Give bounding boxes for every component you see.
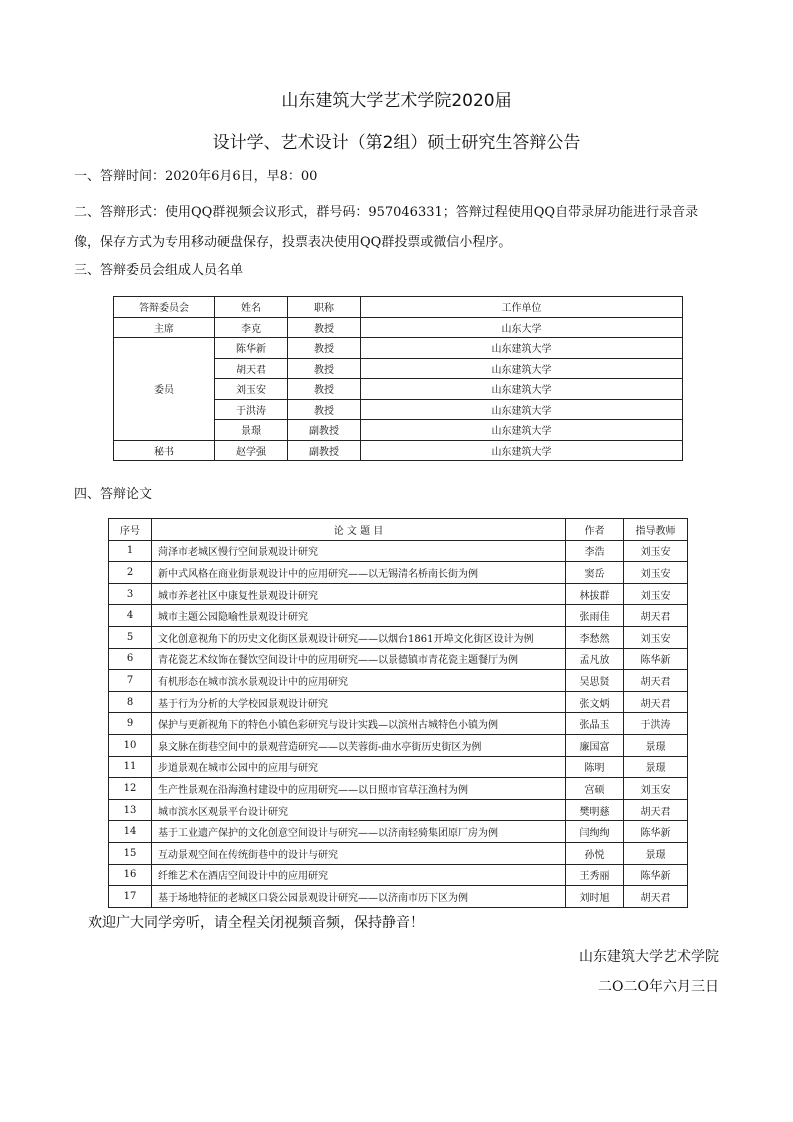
thesis-advisor: 刘玉安 <box>624 583 688 605</box>
thesis-number: 1 <box>109 540 152 562</box>
defense-format: 二、答辩形式：使用QQ群视频会议形式，群号码：957046331；答辩过程使用QQ自带录屏功能进行录音录像，保存方式为专用移动硬盘保存，投票表决使用QQ群投票或微信小程序。 <box>74 205 699 250</box>
column-header: 职称 <box>288 297 361 318</box>
thesis-number: 12 <box>109 778 152 800</box>
committee-name: 李克 <box>215 317 288 338</box>
thesis-number: 15 <box>109 842 152 864</box>
thesis-advisor: 陈华新 <box>624 821 688 843</box>
thesis-row <box>109 799 688 821</box>
theses-table <box>108 518 688 908</box>
thesis-number: 14 <box>109 821 152 843</box>
committee-name: 胡天君 <box>215 358 288 379</box>
thesis-title: 互动景观空间在传统街巷中的设计与研究 <box>152 842 566 864</box>
thesis-title: 城市滨水区观景平台设计研究 <box>152 799 566 821</box>
thesis-number: 10 <box>109 734 152 756</box>
thesis-author: 窦岳 <box>566 562 624 584</box>
notice-title-line2: 设计学、艺术设计（第2组）硕士研究生答辩公告 <box>212 133 581 153</box>
thesis-row <box>109 670 688 692</box>
thesis-author: 孟凡放 <box>566 648 624 670</box>
thesis-advisor: 景璟 <box>624 756 688 778</box>
thesis-author: 宫硕 <box>566 778 624 800</box>
thesis-advisor: 胡天君 <box>624 886 688 908</box>
thesis-title: 基于工业遗产保护的文化创意空间设计与研究——以济南轻骑集团原厂房为例 <box>152 821 566 843</box>
thesis-title: 菏泽市老城区慢行空间景观设计研究 <box>152 540 566 562</box>
column-header: 指导教师 <box>624 519 688 541</box>
thesis-row <box>109 821 688 843</box>
thesis-row <box>109 562 688 584</box>
committee-unit: 山东建筑大学 <box>361 338 683 359</box>
thesis-number: 7 <box>109 670 152 692</box>
defense-time: 一、答辩时间：2020年6月6日，早8：00 <box>74 169 318 184</box>
committee-role: 秘书 <box>114 440 215 461</box>
committee-unit: 山东建筑大学 <box>361 379 683 400</box>
theses-body <box>109 540 688 907</box>
theses-heading: 四、答辩论文 <box>74 487 153 502</box>
thesis-title: 基于行为分析的大学校园景观设计研究 <box>152 691 566 713</box>
thesis-number: 13 <box>109 799 152 821</box>
notice-title-line1: 山东建筑大学艺术学院2020届 <box>281 91 512 111</box>
column-header: 作者 <box>566 519 624 541</box>
thesis-title: 城市养老社区中康复性景观设计研究 <box>152 583 566 605</box>
thesis-number: 8 <box>109 691 152 713</box>
committee-unit: 山东大学 <box>361 317 683 338</box>
thesis-author: 李愁然 <box>566 626 624 648</box>
committee-header-row <box>114 297 683 318</box>
column-header: 工作单位 <box>361 297 683 318</box>
column-header: 答辩委员会 <box>114 297 215 318</box>
thesis-title: 青花瓷艺术纹饰在餐饮空间设计中的应用研究——以景德镇市青花瓷主题餐厅为例 <box>152 648 566 670</box>
thesis-number: 16 <box>109 864 152 886</box>
thesis-number: 11 <box>109 756 152 778</box>
thesis-row <box>109 864 688 886</box>
thesis-number: 4 <box>109 605 152 627</box>
thesis-number: 5 <box>109 626 152 648</box>
thesis-advisor: 胡天君 <box>624 605 688 627</box>
committee-name: 刘玉安 <box>215 379 288 400</box>
thesis-row <box>109 778 688 800</box>
thesis-title: 保护与更新视角下的特色小镇色彩研究与设计实践—以滨州古城特色小镇为例 <box>152 713 566 735</box>
thesis-advisor: 景璟 <box>624 734 688 756</box>
thesis-author: 张文炳 <box>566 691 624 713</box>
thesis-advisor: 陈华新 <box>624 648 688 670</box>
thesis-advisor: 于洪涛 <box>624 713 688 735</box>
issue-date: 二O二O年六月三日 <box>598 979 719 995</box>
thesis-title: 新中式风格在商业街景观设计中的应用研究——以无锡清名桥南长街为例 <box>152 562 566 584</box>
committee-title: 教授 <box>288 379 361 400</box>
committee-title: 教授 <box>288 399 361 420</box>
thesis-row <box>109 540 688 562</box>
thesis-title: 城市主题公园隐喻性景观设计研究 <box>152 605 566 627</box>
committee-heading: 三、答辩委员会组成人员名单 <box>74 263 244 278</box>
thesis-row <box>109 648 688 670</box>
thesis-advisor: 陈华新 <box>624 864 688 886</box>
thesis-row <box>109 756 688 778</box>
thesis-row <box>109 605 688 627</box>
thesis-author: 孙悦 <box>566 842 624 864</box>
thesis-author: 吴思贤 <box>566 670 624 692</box>
thesis-number: 9 <box>109 713 152 735</box>
thesis-author: 刘时旭 <box>566 886 624 908</box>
committee-name: 景璟 <box>215 420 288 441</box>
thesis-advisor: 刘玉安 <box>624 562 688 584</box>
committee-row-secretary <box>114 440 683 461</box>
committee-unit: 山东建筑大学 <box>361 399 683 420</box>
committee-name: 陈华新 <box>215 338 288 359</box>
committee-role: 委员 <box>114 338 215 441</box>
thesis-author: 林拔群 <box>566 583 624 605</box>
committee-title: 教授 <box>288 338 361 359</box>
thesis-advisor: 景璟 <box>624 842 688 864</box>
thesis-title: 泉文脉在街巷空间中的景观营造研究——以芙蓉街-曲水亭街历史街区为例 <box>152 734 566 756</box>
committee-row-chair <box>114 317 683 338</box>
column-header: 论 文 题 目 <box>152 519 566 541</box>
committee-name: 赵学强 <box>215 440 288 461</box>
thesis-number: 2 <box>109 562 152 584</box>
thesis-row <box>109 713 688 735</box>
theses-header-row <box>109 519 688 541</box>
thesis-advisor: 胡天君 <box>624 799 688 821</box>
thesis-title: 纤维艺术在酒店空间设计中的应用研究 <box>152 864 566 886</box>
thesis-author: 陈明 <box>566 756 624 778</box>
committee-title: 教授 <box>288 317 361 338</box>
thesis-title: 文化创意视角下的历史文化街区景观设计研究——以烟台1861开埠文化街区设计为例 <box>152 626 566 648</box>
committee-table <box>113 296 683 461</box>
thesis-row <box>109 842 688 864</box>
thesis-title: 有机形态在城市滨水景观设计中的应用研究 <box>152 670 566 692</box>
thesis-advisor: 刘玉安 <box>624 540 688 562</box>
thesis-author: 张雨佳 <box>566 605 624 627</box>
thesis-title: 步道景观在城市公园中的应用与研究 <box>152 756 566 778</box>
thesis-author: 廉国富 <box>566 734 624 756</box>
thesis-author: 樊明慈 <box>566 799 624 821</box>
committee-unit: 山东建筑大学 <box>361 440 683 461</box>
committee-title: 教授 <box>288 358 361 379</box>
committee-title: 副教授 <box>288 440 361 461</box>
committee-role: 主席 <box>114 317 215 338</box>
committee-unit: 山东建筑大学 <box>361 420 683 441</box>
thesis-row <box>109 734 688 756</box>
committee-title: 副教授 <box>288 420 361 441</box>
welcome-note: 欢迎广大同学旁听，请全程关闭视频音频，保持静音！ <box>88 915 424 931</box>
thesis-title: 基于场地特征的老城区口袋公园景观设计研究——以济南市历下区为例 <box>152 886 566 908</box>
thesis-row <box>109 626 688 648</box>
thesis-title: 生产性景观在沿海渔村建设中的应用研究——以日照市官草汪渔村为例 <box>152 778 566 800</box>
thesis-row <box>109 886 688 908</box>
thesis-advisor: 胡天君 <box>624 691 688 713</box>
committee-row-member <box>114 338 683 359</box>
thesis-number: 6 <box>109 648 152 670</box>
committee-name: 于洪涛 <box>215 399 288 420</box>
thesis-number: 17 <box>109 886 152 908</box>
thesis-row <box>109 583 688 605</box>
committee-unit: 山东建筑大学 <box>361 358 683 379</box>
thesis-row <box>109 691 688 713</box>
thesis-advisor: 刘玉安 <box>624 778 688 800</box>
thesis-author: 闫绚绚 <box>566 821 624 843</box>
thesis-advisor: 刘玉安 <box>624 626 688 648</box>
issuing-organization: 山东建筑大学艺术学院 <box>579 949 719 965</box>
column-header: 序号 <box>109 519 152 541</box>
column-header: 姓名 <box>215 297 288 318</box>
thesis-author: 王秀丽 <box>566 864 624 886</box>
thesis-author: 张晶玉 <box>566 713 624 735</box>
thesis-number: 3 <box>109 583 152 605</box>
thesis-advisor: 胡天君 <box>624 670 688 692</box>
thesis-author: 李浩 <box>566 540 624 562</box>
